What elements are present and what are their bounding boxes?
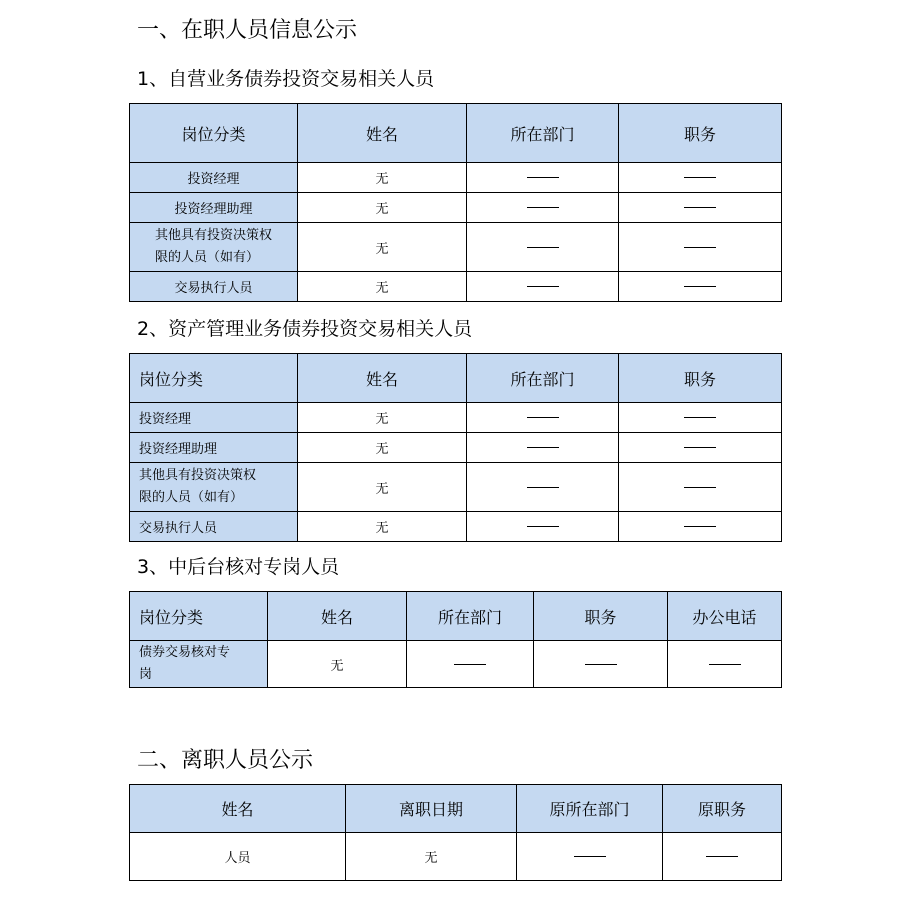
cell-name: 无 — [298, 512, 467, 542]
header-name: 姓名 — [298, 104, 467, 163]
category-line-2: 限的人员（如有） — [139, 490, 244, 505]
header-position: 职务 — [619, 354, 782, 403]
cell-name: 无 — [298, 403, 467, 433]
dash-line — [527, 286, 559, 287]
cell-dept — [517, 833, 663, 881]
dash-line — [684, 286, 716, 287]
table-row — [130, 193, 782, 223]
cell-name: 无 — [298, 433, 467, 463]
cell-category — [130, 641, 268, 688]
cell-position — [619, 512, 782, 542]
category-line-1: 其他具有投资决策权 — [154, 228, 272, 243]
dash-line — [684, 526, 716, 527]
cell-position — [619, 193, 782, 223]
cell-dept — [467, 512, 619, 542]
cell-dept — [407, 641, 534, 688]
cell-category — [130, 463, 298, 512]
category-line-1: 债券交易核对专 — [139, 645, 231, 660]
table-row — [130, 403, 782, 433]
cell-category: 投资经理助理 — [130, 193, 298, 223]
category-line-2: 限的人员（如有） — [154, 250, 259, 265]
dash-line — [684, 417, 716, 418]
cell-position — [619, 463, 782, 512]
table-row — [130, 433, 782, 463]
category-line-1: 其他具有投资决策权 — [139, 468, 257, 483]
header-name: 姓名 — [268, 592, 407, 641]
cell-category: 投资经理 — [130, 163, 298, 193]
table-header-row — [130, 592, 782, 641]
table-row — [130, 641, 782, 688]
table-departed — [129, 784, 782, 881]
cell-position — [619, 272, 782, 302]
cell-dept — [467, 223, 619, 272]
cell-dept — [467, 433, 619, 463]
cell-dept — [467, 403, 619, 433]
header-category: 岗位分类 — [130, 354, 298, 403]
cell-name: 无 — [268, 641, 407, 688]
table-back-office — [129, 591, 782, 688]
cell-position — [663, 833, 782, 881]
table-row — [130, 512, 782, 542]
dash-line — [527, 177, 559, 178]
header-position: 原职务 — [663, 785, 782, 833]
dash-line — [684, 247, 716, 248]
section2-title: 二、离职人员公示 — [137, 748, 314, 773]
header-dept: 所在部门 — [467, 104, 619, 163]
header-date: 离职日期 — [346, 785, 517, 833]
header-name: 姓名 — [130, 785, 346, 833]
table-header-row — [130, 104, 782, 163]
cell-position — [619, 433, 782, 463]
dash-line — [527, 447, 559, 448]
cell-category: 投资经理 — [130, 403, 298, 433]
table-header-row — [130, 354, 782, 403]
table-self-operated — [129, 103, 782, 302]
section1-title: 一、在职人员信息公示 — [137, 18, 358, 43]
table-row — [130, 463, 782, 512]
dash-line — [527, 247, 559, 248]
dash-line — [527, 487, 559, 488]
category-line-2: 岗 — [139, 667, 153, 682]
table-row — [130, 833, 782, 881]
header-phone: 办公电话 — [668, 592, 782, 641]
cell-name: 无 — [298, 163, 467, 193]
header-category: 岗位分类 — [130, 104, 298, 163]
cell-position — [534, 641, 668, 688]
cell-phone — [668, 641, 782, 688]
cell-category: 交易执行人员 — [130, 272, 298, 302]
cell-name: 无 — [298, 193, 467, 223]
dash-line — [574, 856, 606, 857]
cell-dept — [467, 272, 619, 302]
dash-line — [527, 207, 559, 208]
cell-position — [619, 403, 782, 433]
table-row — [130, 272, 782, 302]
dash-line — [706, 856, 738, 857]
cell-name: 无 — [298, 463, 467, 512]
table-header-row — [130, 785, 782, 833]
table-row — [130, 223, 782, 272]
cell-name: 无 — [298, 223, 467, 272]
sub3-title: 3、中后台核对专岗人员 — [137, 556, 340, 578]
cell-dept — [467, 193, 619, 223]
header-category: 岗位分类 — [130, 592, 268, 641]
dash-line — [527, 526, 559, 527]
sub2-title: 2、资产管理业务债券投资交易相关人员 — [137, 318, 473, 340]
cell-dept — [467, 463, 619, 512]
dash-line — [684, 207, 716, 208]
table-asset-management — [129, 353, 782, 542]
cell-category: 投资经理助理 — [130, 433, 298, 463]
cell-position — [619, 223, 782, 272]
dash-line — [454, 664, 486, 665]
header-dept: 所在部门 — [467, 354, 619, 403]
header-position: 职务 — [619, 104, 782, 163]
cell-dept — [467, 163, 619, 193]
cell-date: 无 — [346, 833, 517, 881]
header-dept: 原所在部门 — [517, 785, 663, 833]
table-row — [130, 163, 782, 193]
header-position: 职务 — [534, 592, 668, 641]
dash-line — [684, 487, 716, 488]
cell-category: 交易执行人员 — [130, 512, 298, 542]
header-name: 姓名 — [298, 354, 467, 403]
dash-line — [527, 417, 559, 418]
dash-line — [684, 447, 716, 448]
sub1-title: 1、自营业务债券投资交易相关人员 — [137, 68, 435, 90]
cell-name: 无 — [298, 272, 467, 302]
dash-line — [684, 177, 716, 178]
cell-category — [130, 223, 298, 272]
cell-name: 人员 — [130, 833, 346, 881]
dash-line — [709, 664, 741, 665]
header-dept: 所在部门 — [407, 592, 534, 641]
dash-line — [585, 664, 617, 665]
cell-position — [619, 163, 782, 193]
